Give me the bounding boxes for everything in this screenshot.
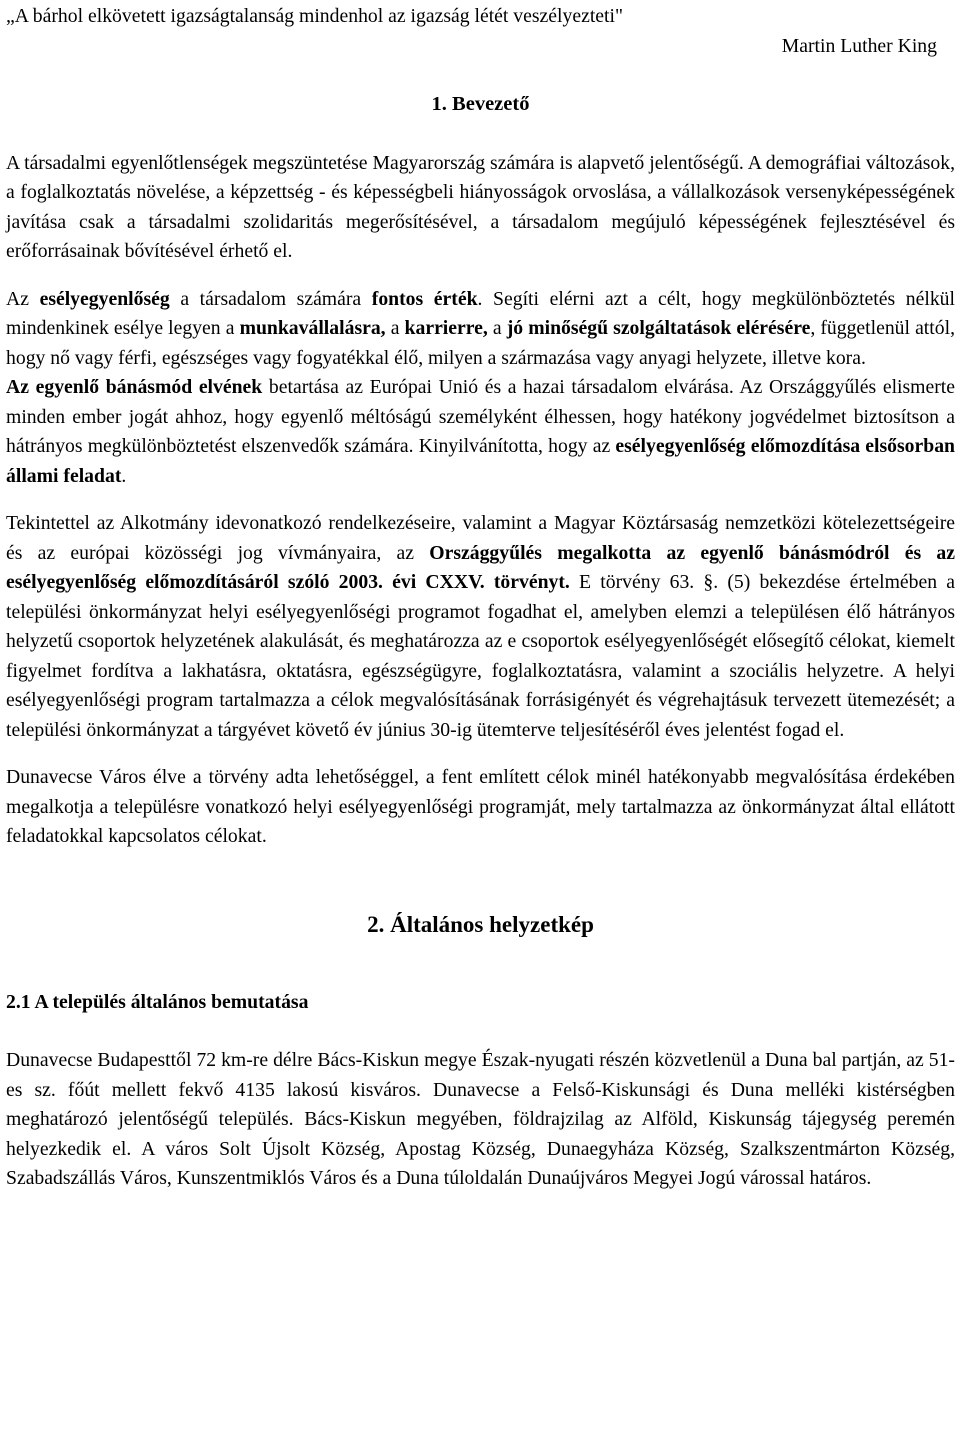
motto-quote: „A bárhol elkövetett igazságtalanság mindenhol az igazság létét veszélyezteti" xyxy=(6,5,624,27)
spacer xyxy=(6,745,955,763)
spacer xyxy=(6,491,955,509)
intro-paragraph-1: A társadalmi egyenlőtlenségek megszüntetése Magyarország számára is alapvető jelentőségű. A demográfiai változások, a foglalkoztatás növelése, a képzettség - és képességbeli hiányosságok orvoslása, a vállalkozások versenyképességének javítása csak a társadalmi szolidaritás megerősítésével, a társadalom megújuló képességének fejlesztésével és erőforrásainak bővítésével érhető el. xyxy=(6,151,955,262)
spacer xyxy=(6,120,955,149)
section-2-heading: 2. Általános helyzetkép xyxy=(367,911,594,937)
section-1-heading: 1. Bevezető xyxy=(431,93,530,115)
settlement-paragraph: Dunavecse Budapesttől 72 km-re délre Bács-Kiskun megye Észak-nyugati részén közvetlenül a Duna bal partján, az 51-es sz. főút mellett fekvő 4135 lakosú kisváros. Dunavecse a Felső-Kiskunsági és Duna melléki kistérségben meghatározó jelentőségű település. Bács-Kiskun megyében, földrajzilag az Alföld, Kiskunság tájegység peremén helyezkedik el. A város Solt Újsolt Község, Apostag Község, Dunaegyháza Község, Szalkszentmárton Község, Szabadszállás Város, Kunszentmiklós Város és a Duna túloldalán Dunaújváros Megyei Jogú várossal határos. xyxy=(6,1049,955,1189)
document-page xyxy=(6,0,955,1194)
spacer xyxy=(6,267,955,285)
section-2-1-heading: 2.1 A település általános bemutatása xyxy=(6,990,309,1013)
spacer xyxy=(6,1017,955,1046)
intro-paragraph-4: Tekintettel az Alkotmány idevonatkozó rendelkezéseire, valamint a Magyar Köztársaság nemzetközi kötelezettségeire és az európai közösségi jog vívmányaira, az Országgyűlés megalkotta az egyenlő bánásmódról és az esélyegyenlőség előmozdításáról szóló 2003. évi CXXV. törvényt. E törvény 63. §. (5) bekezdése értelmében a települési önkormányzat helyi esélyegyenlőségi programot fogadhat el, amelyben elemzi a településen élő hátrányos helyzetű csoportok helyzetének alakulását, és meghatározza az e csoportok esélyegyenlőségét elősegítő célokat, kiemelt figyelmet fordítva a lakhatásra, oktatásra, egészségügyre, foglalkoztatásra, valamint a szociális helyzetre. A helyi esélyegyenlőségi program tartalmazza a célok megvalósításának forrásigényét és végrehajtásuk tervezett ütemezését; a települési önkormányzat a tárgyévet követő év június 30-ig ütemterve teljesítéséről éves jelentést fogad el. xyxy=(6,512,955,741)
spacer xyxy=(6,61,955,90)
spacer xyxy=(6,852,955,910)
intro-paragraph-2: Az esélyegyenlőség a társadalom számára fontos érték. Segíti elérni azt a célt, hogy megkülönböztetés nélkül mindenkinek esélye legyen a munkavállalásra, a karrierre, a jó minőségű szolgáltatások elérésére, függetlenül attól, hogy nő vagy férfi, egészséges vagy fogyatékkal élő, milyen a származása vagy anyagi helyzete, illetve kora. xyxy=(6,287,955,369)
intro-paragraph-3: Az egyenlő bánásmód elvének betartása az Európai Unió és a hazai társadalom elvárása. Az Országgyűlés elismerte minden ember jogát ahhoz, hogy egyenlő méltóságú személyként élhessen, hogy hatékony jogvédelmet biztosítson a hátrányos megkülönböztetést elszenvedők számára. Kinyilvánította, hogy az esélyegyenlőség előmozdítása elsősorban állami feladat. xyxy=(6,376,956,487)
intro-paragraph-5: Dunavecse Város élve a törvény adta lehetőséggel, a fent említett célok minél hatékonyabb megvalósítása érdekében megalkotja a településre vonatkozó helyi esélyegyenlőségi programját, mely tartalmazza az önkormányzat által ellátott feladatokkal kapcsolatos célokat. xyxy=(6,766,955,847)
spacer xyxy=(6,940,955,988)
motto-author: Martin Luther King xyxy=(781,34,937,57)
